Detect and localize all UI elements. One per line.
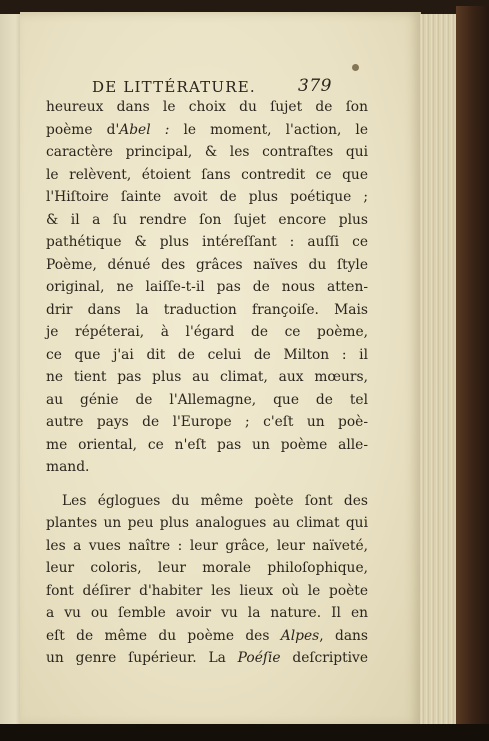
text-line: leur coloris, leur morale philoſophique, <box>46 560 368 576</box>
italic-text-segment: Alpes <box>280 627 320 644</box>
text-line: me oriental, ce n'eſt pas un poème alle- <box>46 436 368 453</box>
text-line: autre pays de l'Europe ; c'eſt un poè- <box>46 414 368 430</box>
text-line: pathétique & plus intéreſſant : auſſi ce <box>46 234 368 250</box>
text-line: au génie de l'Allemagne, que de tel <box>46 391 368 408</box>
left-page-edge <box>0 14 22 726</box>
page-number: 379 <box>298 76 332 96</box>
text-line: heureux dans le choix du ſujet de ſon <box>46 99 368 115</box>
text-line: Les églogues du même poète ſont des <box>62 492 368 509</box>
text-segment: le moment, l'action, le <box>169 121 368 138</box>
text-line: ne tient pas plus au climat, aux mœurs, <box>46 369 368 385</box>
text-segment: eſt de même du poème des <box>46 627 281 644</box>
text-line: font déſirer d'habiter les lieux où le poète <box>46 582 368 599</box>
italic-text-segment: Abel : <box>119 121 170 138</box>
text-line: je répéterai, à l'égard de ce poème, <box>46 324 368 340</box>
paragraph-1 <box>46 96 368 479</box>
ink-stain <box>352 64 359 71</box>
text-line: caractère principal, & les contraſtes qui <box>46 144 368 160</box>
text-line: Poème, dénué des grâces naïves du ſtyle <box>46 256 368 273</box>
text-line: a vu ou ſemble avoir vu la nature. Il en <box>46 605 368 621</box>
paragraph-gap <box>46 479 368 490</box>
bottom-shadow <box>0 724 489 741</box>
paragraph-2 <box>46 490 368 670</box>
text-line <box>46 647 368 670</box>
page-edges <box>420 14 458 726</box>
text-line: le relèvent, étoient ſans contredit ce que <box>46 166 368 183</box>
text-segment: deſcriptive <box>280 650 368 666</box>
text-line: l'Hiſtoire ſainte avoit de plus poétique ; <box>46 189 368 205</box>
text-line: mand. <box>46 459 90 475</box>
text-line <box>46 119 368 142</box>
text-segment: un genre ſupérieur. La <box>46 650 238 666</box>
italic-text-segment: Poéſie <box>237 650 281 666</box>
running-title: DE LITTÉRATURE. <box>92 78 256 96</box>
text-line: plantes un peu plus analogues au climat qui <box>46 515 368 531</box>
running-header <box>92 78 392 96</box>
text-segment: poème d' <box>46 121 120 138</box>
text-segment: , dans <box>319 627 369 644</box>
text-line: les a vues naître : leur grâce, leur naïveté, <box>46 537 368 554</box>
book-cover <box>456 6 489 741</box>
text-line <box>46 625 368 648</box>
text-line: original, ne laiſſe-t-il pas de nous atten- <box>46 279 368 295</box>
text-line: & il a ſu rendre ſon ſujet encore plus <box>46 211 368 228</box>
text-line: drir dans la traduction françoiſe. Mais <box>46 301 368 318</box>
text-line: ce que j'ai dit de celui de Milton : il <box>46 346 368 363</box>
body-text <box>46 96 368 670</box>
